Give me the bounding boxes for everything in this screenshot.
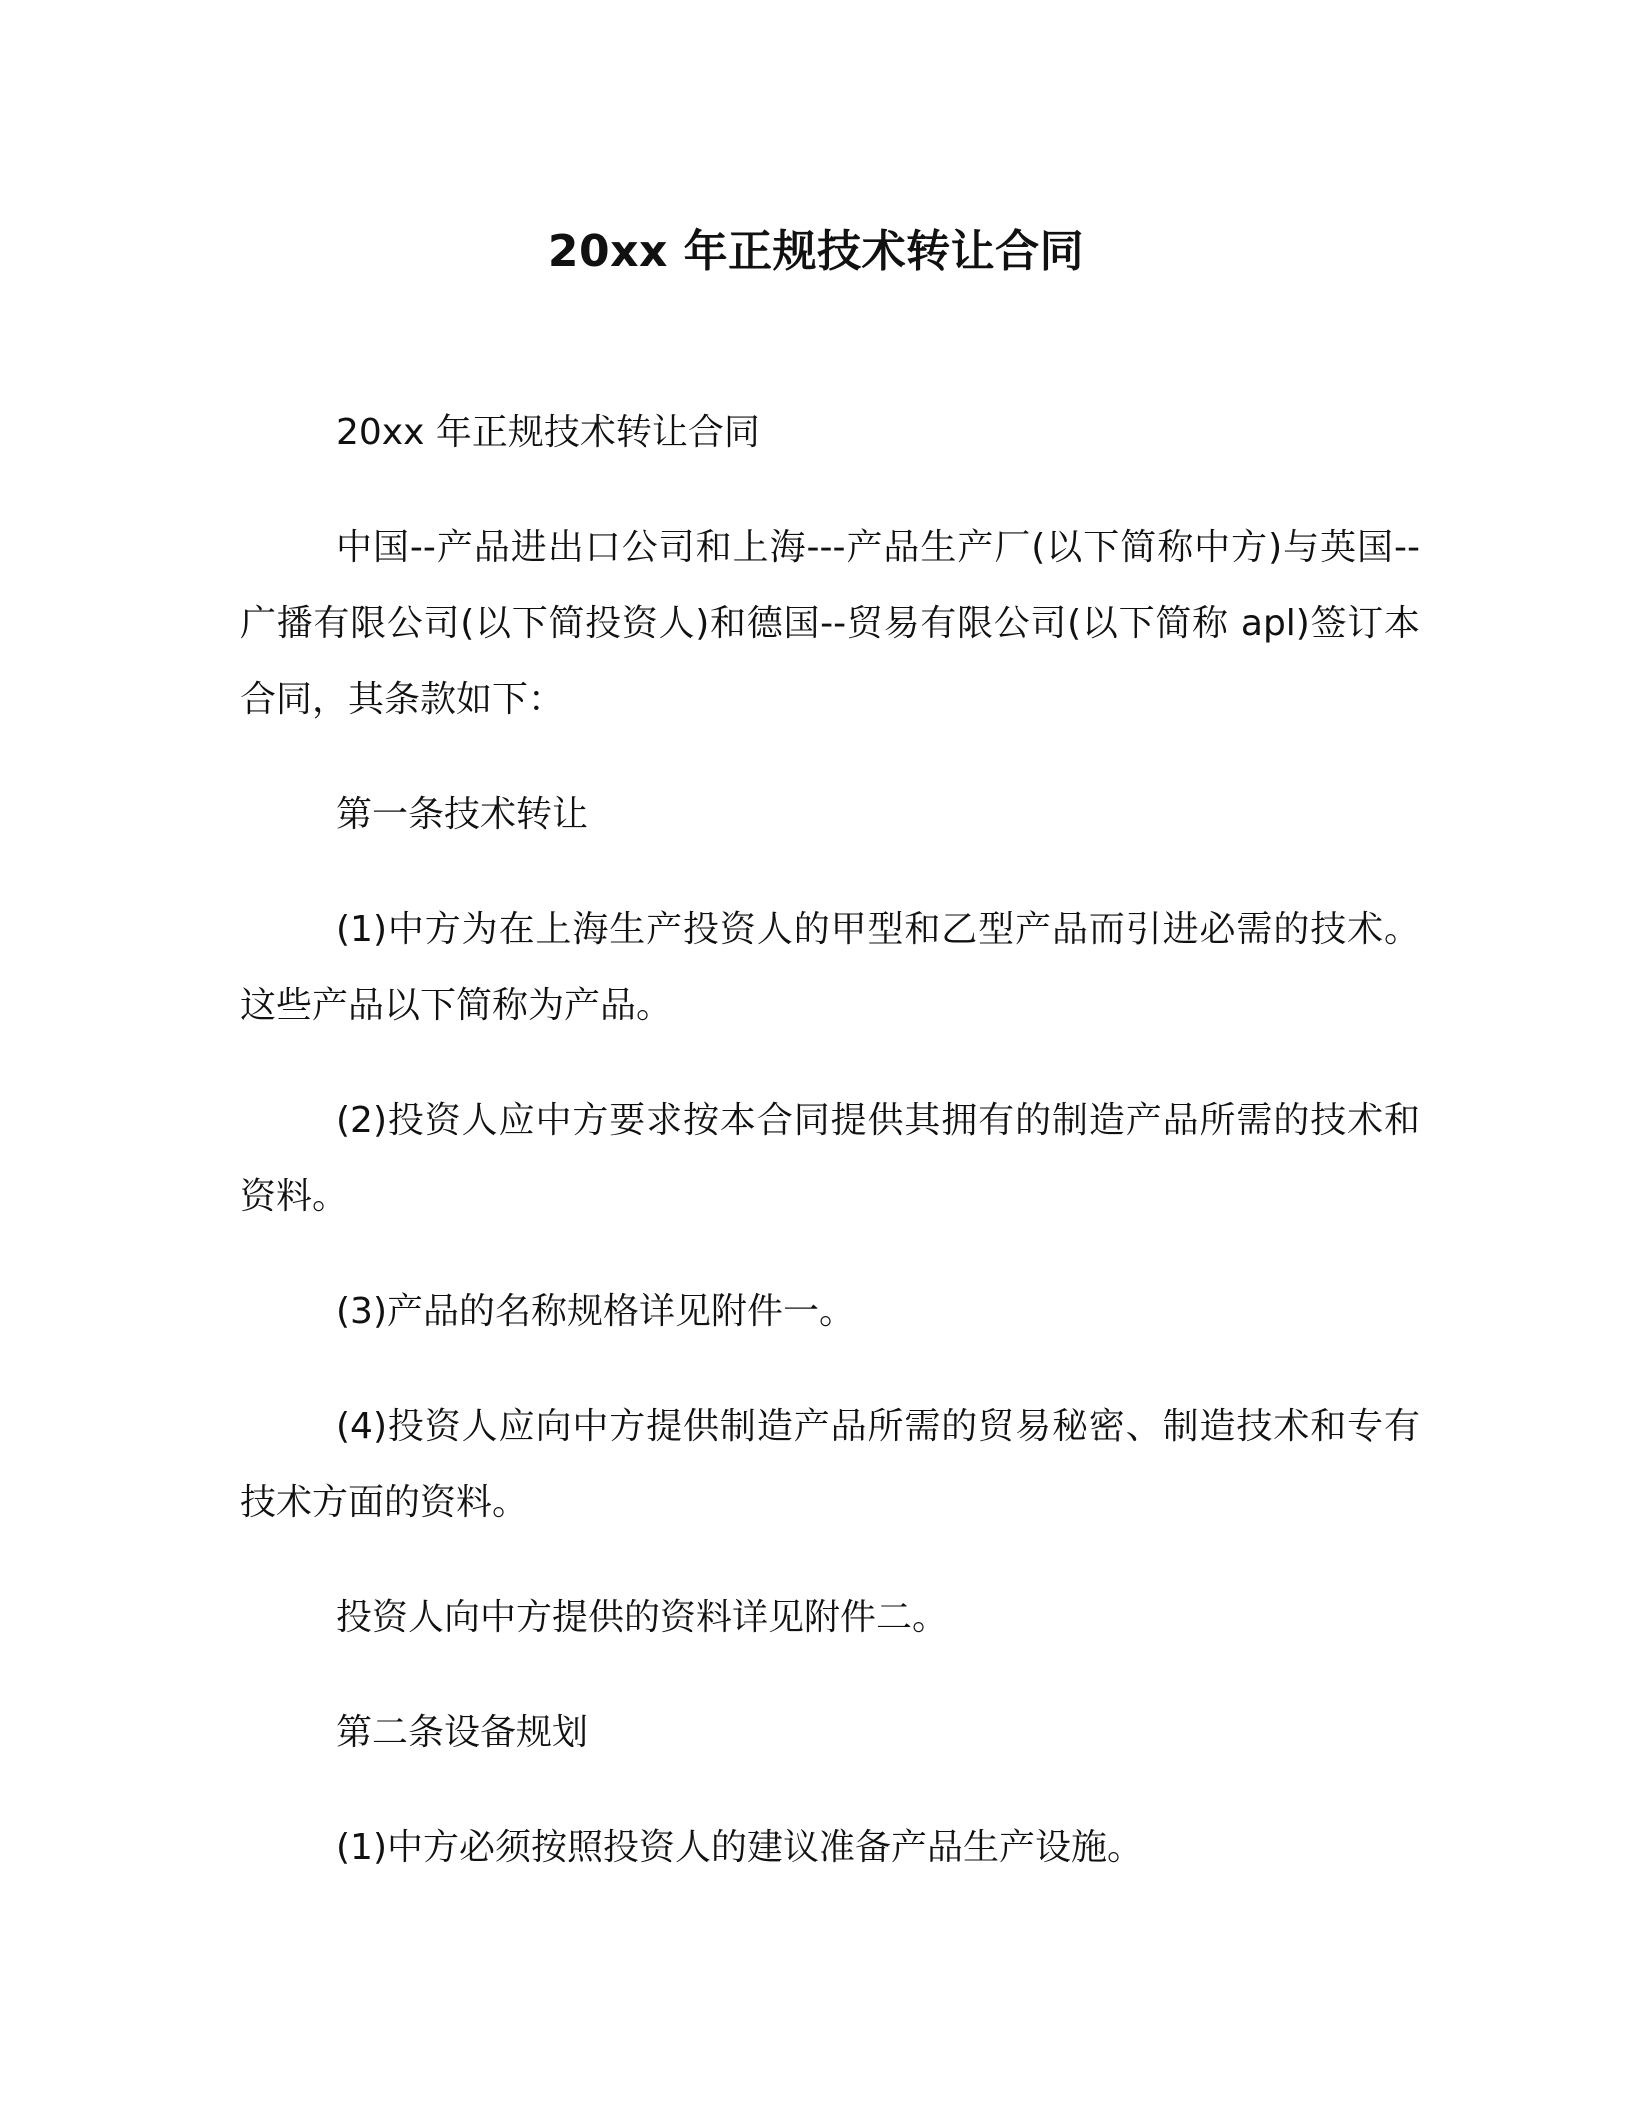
article-1-clause-3: (3)产品的名称规格详见附件一。 — [336, 1291, 855, 1332]
paragraph-subtitle: 20xx 年正规技术转让合同 — [336, 412, 760, 453]
article-2-heading: 第二条设备规划 — [336, 1712, 589, 1753]
document-title: 20xx 年正规技术转让合同 — [547, 226, 1085, 277]
article-1-note: 投资人向中方提供的资料详见附件二。 — [336, 1597, 949, 1638]
article-1-clause-4: (4)投资人应向中方提供制造产品所需的贸易秘密、制造技术和专有技术方面的资料。 — [240, 1406, 1420, 1523]
article-1-clause-1: (1)中方为在上海生产投资人的甲型和乙型产品而引进必需的技术。这些产品以下简称为产品。 — [240, 909, 1420, 1026]
document-body — [240, 395, 1420, 1886]
article-2-clause-1: (1)中方必须按照投资人的建议准备产品生产设施。 — [336, 1827, 1143, 1868]
paragraph-parties: 中国--产品进出口公司和上海---产品生产厂(以下简称中方)与英国--广播有限公司(以下简投资人)和德国--贸易有限公司(以下简称 apl)签订本合同，其条款如下： — [240, 527, 1420, 720]
article-1-clause-2: (2)投资人应中方要求按本合同提供其拥有的制造产品所需的技术和资料。 — [240, 1100, 1420, 1217]
article-1-heading: 第一条技术转让 — [336, 794, 589, 835]
